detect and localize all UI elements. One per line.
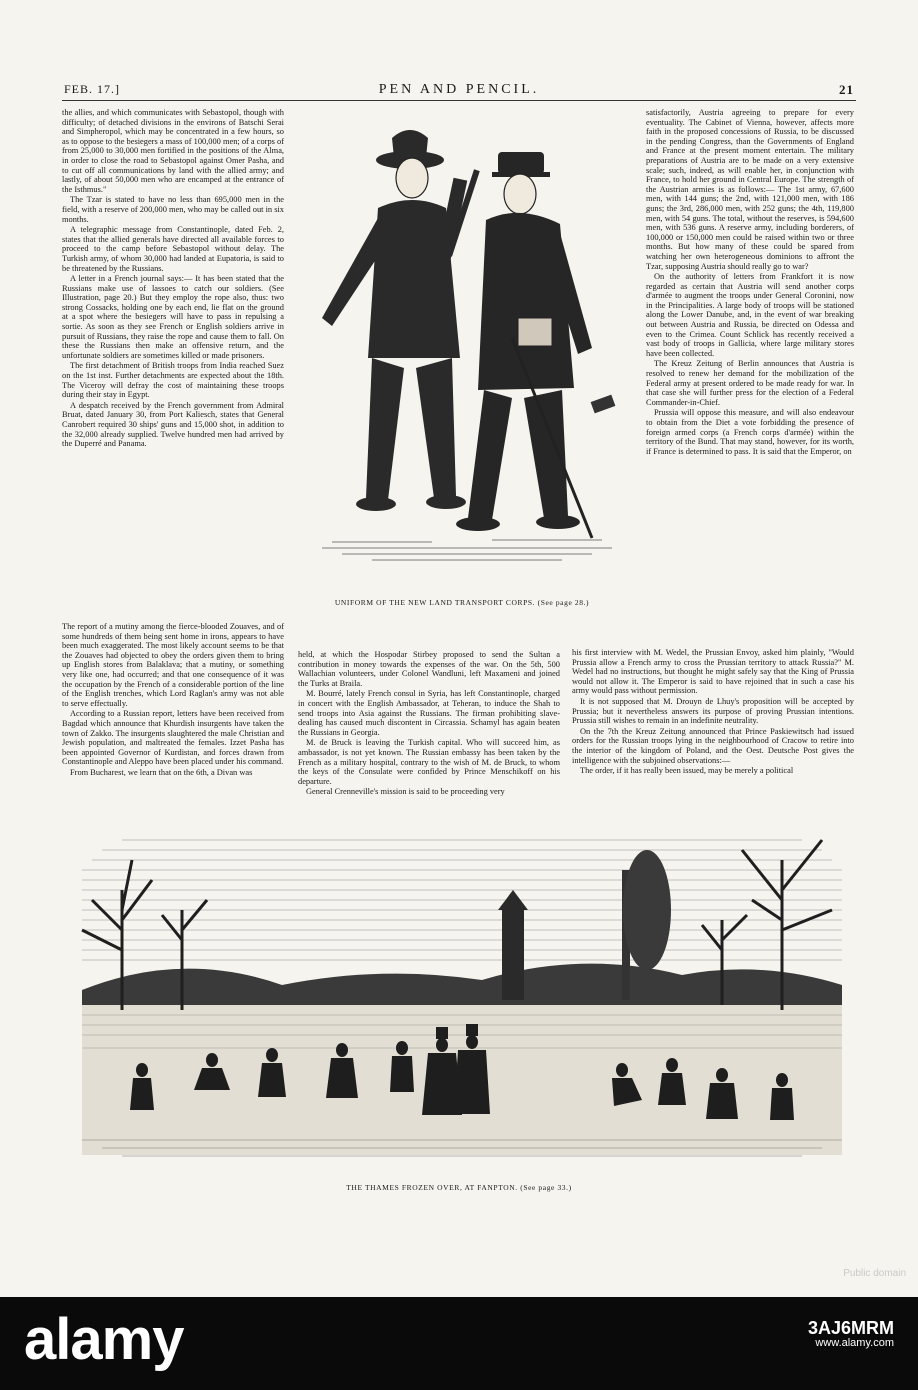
paragraph: his first interview with M. Wedel, the Prussian Envoy, asked him plainly, "Would Prussia allow a French army to cross the Prussian territory to attack Russia?" M. Wedel had no instructions, but thought he might safely say that the King of Prussia would not allow it. The Emperor is said to have rejoined that in such a case his army would pass without permission. bbox=[572, 648, 854, 696]
bottom-column-2 bbox=[298, 650, 560, 797]
right-column bbox=[646, 108, 854, 638]
paragraph: According to a Russian report, letters have been received from Bagdad which announce that Khurdish insurgents have taken the town of Zakko. The insurgents slaughtered the male Christian and Jewish population, and maltreated the females. Izzet Pasha has been appointed Governor of Kurdistan, and forces drawn from Constantinople and Aleppo have been placed under his command. bbox=[62, 709, 284, 767]
soldiers-engraving bbox=[292, 108, 632, 578]
bottom-column-3 bbox=[572, 648, 854, 790]
paragraph: satisfactorily, Austria agreeing to prepare for every eventuality. The Cabinet of Vienna, however, affects more faith in the proposed concessions of Russia, to be discussed in the pending Congress, than the Governments of England and France at the present moment entertain. The military preparations of Austria are to be made on a very extensive scale; such, indeed, as will enable her, in conjunction with France, to hold her ground in Central Europe. The strength of the Austrian armies is as follows:— The 1st army, 67,600 men, with 144 guns; the 2nd, with 121,000 men, with 186 guns; the 3rd, 286,000 men, with 252 guns; the 4th, 119,800 men, with 54 guns. The total, without the reserves, is 594,600 men, with 536 guns. A reserve army, including borderers, of 100,000 or 150,000 men could be raised within two or three months. But how many of these could be spared from watching her own heterogeneous dominions to affront the Tzar, supposing Austria should really go to war? bbox=[646, 108, 854, 271]
publication-title: PEN AND PENCIL. bbox=[378, 82, 540, 97]
paragraph: It is not supposed that M. Drouyn de Lhuy's proposition will be accepted by Prussia; but it nevertheless answers its purpose of proving Prussian intentions. Prussia still wishes to remain in an indefinite neutrality. bbox=[572, 696, 854, 726]
stock-footer-bar bbox=[0, 1297, 918, 1390]
paragraph: General Crenneville's mission is said to be proceeding very bbox=[306, 787, 505, 797]
page-number: 21 bbox=[839, 82, 854, 97]
paragraph: The Tzar is stated to have no less than 695,000 men in the field, with a reserve of 200,000 men, who may be called out in six months. bbox=[62, 195, 284, 224]
bottom-column-1 bbox=[62, 622, 284, 792]
image-id-block bbox=[807, 1318, 894, 1351]
bottom-illustration-caption: THE THAMES FROZEN OVER, AT FANPTON. (See page 33.) bbox=[346, 1183, 572, 1192]
public-domain-watermark: Public domain bbox=[843, 1268, 906, 1279]
paragraph: M. de Bruck is leaving the Turkish capital. Who will succeed him, as ambassador, is not yet known. The Russian embassy has been taken by the French as a military hospital, contrary to the wish of M. de Bruck, to whom the keys of the Consulate were confided by Prince Menschikoff on his departure. bbox=[298, 738, 560, 786]
paragraph: The Kreuz Zeitung of Berlin announces that Austria is resolved to renew her demand for the mobilization of the Federal army at present ordered to be made ready for war. In that case she will further press for the election of a Federal Commander-in-Chief. bbox=[646, 359, 854, 407]
paragraph: the allies, and which communicates with Sebastopol, though with difficulty; of detached divisions in the environs of Batschi Serai and Simpheropol, which may be concentrated in a few hours, so as to oppose to the besiegers a mass of 100,000 men; of a corps of from 25,000 to 30,000 men fortified in the positions of the Alma, in order to close the road to Sebastopol against Omer Pasha, and to cut off all communications by land with the allied army; and lastly, of about 50,000 men who are encamped at the entrance of the Isthmus." bbox=[62, 108, 284, 194]
top-illustration-caption: UNIFORM OF THE NEW LAND TRANSPORT CORPS. (See page 28.) bbox=[334, 598, 590, 607]
paragraph: Prussia will oppose this measure, and will also endeavour to obtain from the Diet a vote forbidding the presence of foreign armed corps (a French corps d'armée) within the territory of the Bund. That may stand, however, for its worth, if France is determined to pass. It is said that the Emperor, on bbox=[646, 408, 854, 456]
paragraph: held, at which the Hospodar Stirbey proposed to send the Sultan a contribution in money towards the expenses of the war. On the 5th, 500 Wallachian volunteers, under Colonel Wandluni, left Maxameni and joined the Turks at Braila. bbox=[298, 650, 560, 688]
paragraph: On the authority of letters from Frankfort it is now regarded as certain that Austria will send another corps d'armée to augment the troops under General Coronini, now in the Principalities. A large body of troops will be stationed along the Lower Danube, and, in the event of war breaking out between Austria and Russia, be directed on Odessa and even to the Crimea. Count Schlick has recently received a vast body of troops in Gallicia, where large military stores have been collected. bbox=[646, 272, 854, 358]
paragraph: From Bucharest, we learn that on the 6th, a Divan was bbox=[70, 767, 253, 777]
page-date: FEB. 17.] bbox=[64, 82, 121, 96]
site-url: www.alamy.com bbox=[815, 1337, 894, 1349]
paragraph: A telegraphic message from Constantinople, dated Feb. 2, states that the allied generals have directed all available forces to proceed to the camp before Sebastopol without delay. The Turkish army, of whom 30,000 had landed at Eupatoria, is said to be threatened by the Russians. bbox=[62, 225, 284, 273]
alamy-logo: alamy bbox=[24, 1307, 184, 1372]
left-column bbox=[62, 108, 284, 638]
frozen-thames-engraving bbox=[62, 800, 856, 1175]
paragraph: On the 7th the Kreuz Zeitung announced that Prince Paskiewitsch had issued orders for the Russian troops lying in the neighbourhood of Cracow to retire into the interior of the kingdom of Poland, and the Oest. Deutsche Post gives the intelligence with the subjoined observations:— bbox=[572, 726, 854, 765]
paragraph: The first detachment of British troops from India reached Suez on the 1st inst. Further detachments are expected about the 18th. The Viceroy will defray the cost of maintaining these troops during their stay in Egypt. bbox=[62, 361, 284, 400]
paragraph: A despatch received by the French government from Admiral Bruat, dated January 30, from Port Kaliesch, states that General Canrobert required 30 ships' guns and 15,000 shot, in addition to the 32,000 already supplied. Twelve hundred men had arrived by the Duperré and Panama. bbox=[62, 400, 284, 449]
header-rule bbox=[62, 100, 856, 101]
paragraph: M. Bourré, lately French consul in Syria, has left Constantinople, charged in concert with the English Ambassador, at Teheran, to induce the Shah to send troops into Asia against the Russians. The firman prohibiting slave-dealing has caused much discontent in Circassia. Schamyl has again beaten the Russians in Georgia. bbox=[298, 689, 560, 737]
paragraph: The order, if it has really been issued, may be merely a political bbox=[580, 766, 794, 776]
paragraph: A letter in a French journal says:— It has been stated that the Russians make use of lassoes to catch our soldiers. (See Illustration, page 20.) But they employ the rope also, thus: two strong Cossacks, holding one by each end, lie flat on the ground at a spot where the besiegers will have to pass in repulsing a sortie. As soon as they see French or English soldiers arrive in pursuit of Russians, they raise the rope and cause them to fall. On these the Russians then make an offensive return, and the unfortunate soldiers are sometimes killed or made prisoners. bbox=[62, 274, 284, 360]
paragraph: The report of a mutiny among the fierce-blooded Zouaves, and of some hundreds of them being sent home in irons, appears to have been much exaggerated. The most likely account seems to be that the Zouaves had objected to obey the orders given them to bring up English stores from Balaklava; that a mutiny, or something very like one, had occurred; and that one consequence of it was the occupation by the French of a considerable portion of the line of the English trenches, which Lord Raglan's army was not able to serve effectually. bbox=[62, 622, 284, 708]
image-id: 3AJ6MRM bbox=[807, 1318, 894, 1338]
